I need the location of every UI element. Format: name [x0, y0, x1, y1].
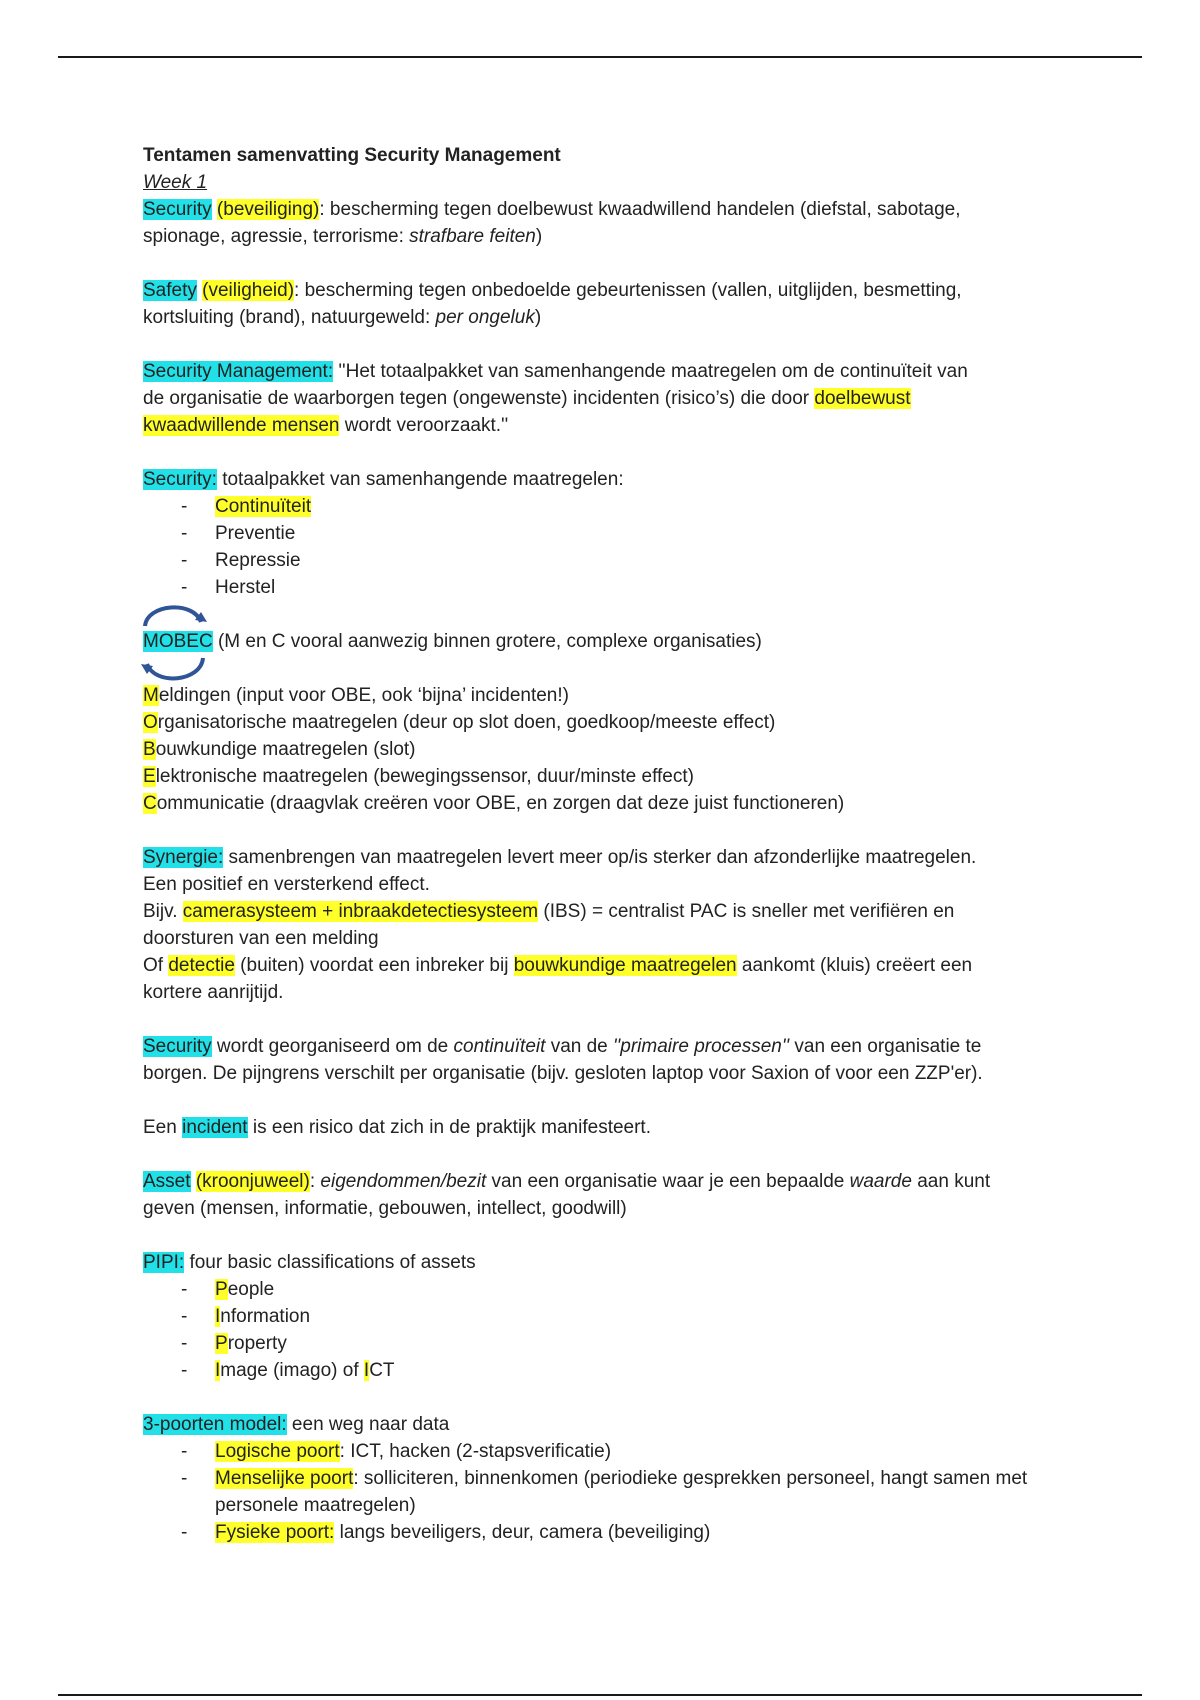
term-highlight: incident	[182, 1117, 248, 1138]
synergie-definition: Synergie: samenbrengen van maatregelen levert meer op/is sterker dan afzonderlijke maatregelen.	[143, 847, 977, 868]
term-highlight: MOBEC	[143, 631, 213, 652]
term-highlight: Asset	[143, 1171, 191, 1192]
poorten-list	[143, 1438, 1083, 1546]
safety-definition-cont: kortsluiting (brand), natuurgeweld: per ongeluk)	[143, 307, 542, 328]
list-item: - Fysieke poort: langs beveiligers, deur, camera (beveiliging)	[181, 1522, 711, 1543]
safety-definition: Safety (veiligheid): bescherming tegen onbedoelde gebeurtenissen (vallen, uitglijden, besmetting,	[143, 280, 962, 301]
security-definition-cont: spionage, agressie, terrorisme: strafbare feiten)	[143, 226, 543, 247]
list-item: - Herstel	[181, 577, 276, 598]
security-continuity: Security wordt georganiseerd om de continuïteit van de ''primaire processen'' van een organisatie te	[143, 1036, 982, 1057]
list-item: - Menselijke poort: solliciteren, binnenkomen (periodieke gesprekken personeel, hangt samen met personele maatregelen)	[181, 1468, 1028, 1516]
mobec-heading: MOBEC (M en C vooral aanwezig binnen grotere, complexe organisaties)	[143, 628, 1083, 655]
mobec-item: Elektronische maatregelen (bewegingssensor, duur/minste effect)	[143, 766, 694, 787]
term-highlight: PIPI:	[143, 1252, 185, 1273]
term-highlight: camerasysteem + inbraakdetectiesysteem	[182, 901, 539, 922]
mobec-item: Communicatie (draagvlak creëren voor OBE, en zorgen dat deze juist functioneren)	[143, 793, 845, 814]
term-highlight: Safety	[143, 280, 197, 301]
list-item: - Repressie	[181, 550, 301, 571]
term-highlight: Security:	[143, 469, 217, 490]
term-highlight: 3-poorten model:	[143, 1414, 287, 1435]
security-package: Security: totaalpakket van samenhangende maatregelen:	[143, 469, 624, 490]
term-highlight: Synergie:	[143, 847, 224, 868]
term-highlight: (kroonjuweel)	[195, 1171, 310, 1192]
term-highlight: detectie	[168, 955, 235, 976]
bottom-rule	[58, 1694, 1142, 1696]
incident-definition: Een incident is een risico dat zich in de praktijk manifesteert.	[143, 1117, 651, 1138]
week-heading: Week 1	[143, 172, 208, 193]
term-highlight: kwaadwillende mensen	[143, 415, 340, 436]
pipi-heading: PIPI: four basic classifications of assets	[143, 1252, 476, 1273]
list-item: - Logische poort: ICT, hacken (2-stapsverificatie)	[181, 1441, 612, 1462]
document-title: Tentamen samenvatting Security Management	[143, 145, 561, 166]
term-highlight: Security	[143, 199, 212, 220]
term-highlight: (beveiliging)	[216, 199, 320, 220]
list-item: - Property	[181, 1333, 287, 1354]
top-rule	[58, 56, 1142, 58]
list-item: - Image (imago) of ICT	[181, 1360, 395, 1381]
security-measures-list	[143, 493, 1083, 601]
security-management-definition: Security Management: ''Het totaalpakket van samenhangende maatregelen om de continuïteit van	[143, 361, 968, 382]
pipi-list	[143, 1276, 1083, 1384]
list-item: - People	[181, 1279, 275, 1300]
security-definition: Security (beveiliging): bescherming tegen doelbewust kwaadwillend handelen (diefstal, sabotage,	[143, 199, 961, 220]
asset-definition: Asset (kroonjuweel): eigendommen/bezit van een organisatie waar je een bepaalde waarde aan kunt	[143, 1171, 991, 1192]
mobec-item: Bouwkundige maatregelen (slot)	[143, 739, 416, 760]
mobec-item: Organisatorische maatregelen (deur op slot doen, goedkoop/meeste effect)	[143, 712, 776, 733]
document-body: Tentamen samenvatting Security Management Week 1 Security (beveiliging): bescherming tegen doelbewust kwaadwillend handelen (diefstal, sabotage, spionage, agressie, terrorisme: strafbare feiten) Safety (veiligheid): bescherming tegen onbedoelde gebeurtenissen (vallen, uitglijden, besmetting, kortsluiting (brand), natuurgeweld: per ongeluk) Security Management: ''Het totaalpakket van samenhangende maatregelen om de continuïteit van de organisatie de waarborgen tegen (ongewenste) incidenten (risico’s) die door doelbewust kwaadwillende mensen wordt veroorzaakt.'' Security: totaalpakket van samenhangende maatregelen: - Continuïteit - Preventie - Repressie - Herstel MOBEC (M en C vooral aanwezig binnen grotere, complexe organisaties) Meldingen (input voor OBE, ook ‘bijna’ incidenten!) Organisatorische maatregelen (deur op slot doen, goedkoop/meeste effect) Bouwkundige maatregelen (slot) Elektronische maatregelen (bewegingssensor, duur/minste effect) Communicatie (draagvlak creëren voor OBE, en zorgen dat deze juist functioneren) Synergie: samenbrengen van maatregelen levert meer op/is sterker dan afzonderlijke maatregelen. Een positief en versterkend effect. Bijv. camerasysteem + inbraakdetectiesysteem (IBS) = centralist PAC is sneller met verifiëren en doorsturen van een melding Of detectie (buiten) voordat een inbreker bij bouwkundige maatregelen aankomt (kluis) creëert een kortere aanrijtijd. Security wordt georganiseerd om de continuïteit van de ''primaire processen'' van een organisatie te borgen. De pijngrens verschilt per organisatie (bijv. gesloten laptop voor Saxion of voor een ZZP'er). Een incident is een risico dat zich in de praktijk manifesteert. Asset (kroonjuweel): eigendommen/bezit van een organisatie waar je een bepaalde waarde aan kunt geven (mensen, informatie, gebouwen, intellect, goodwill) PIPI: four basic classifications of assets - People - Information - Property - Image (imago) of ICT 3-poorten model: een weg naar data - Logische poort: ICT, hacken (2-stapsverificatie) - Menselijke poort: solliciteren, binnenkomen (periodieke gesprekken personeel, hangt samen met personele maatregelen) - Fysieke poort: langs beveiligers, deur, camera (beveiliging)	[143, 142, 1083, 1546]
term-highlight: Security Management:	[143, 361, 334, 382]
mobec-item: Meldingen (input voor OBE, ook ‘bijna’ incidenten!)	[143, 685, 569, 706]
poorten-model-heading: 3-poorten model: een weg naar data	[143, 1414, 450, 1435]
term-highlight: (veiligheid)	[202, 280, 295, 301]
list-item: - Preventie	[181, 523, 296, 544]
list-item: - Information	[181, 1306, 311, 1327]
list-item: - Continuïteit	[181, 496, 312, 517]
term-highlight: Security	[143, 1036, 212, 1057]
term-highlight: bouwkundige maatregelen	[513, 955, 737, 976]
term-highlight: doelbewust	[814, 388, 911, 409]
